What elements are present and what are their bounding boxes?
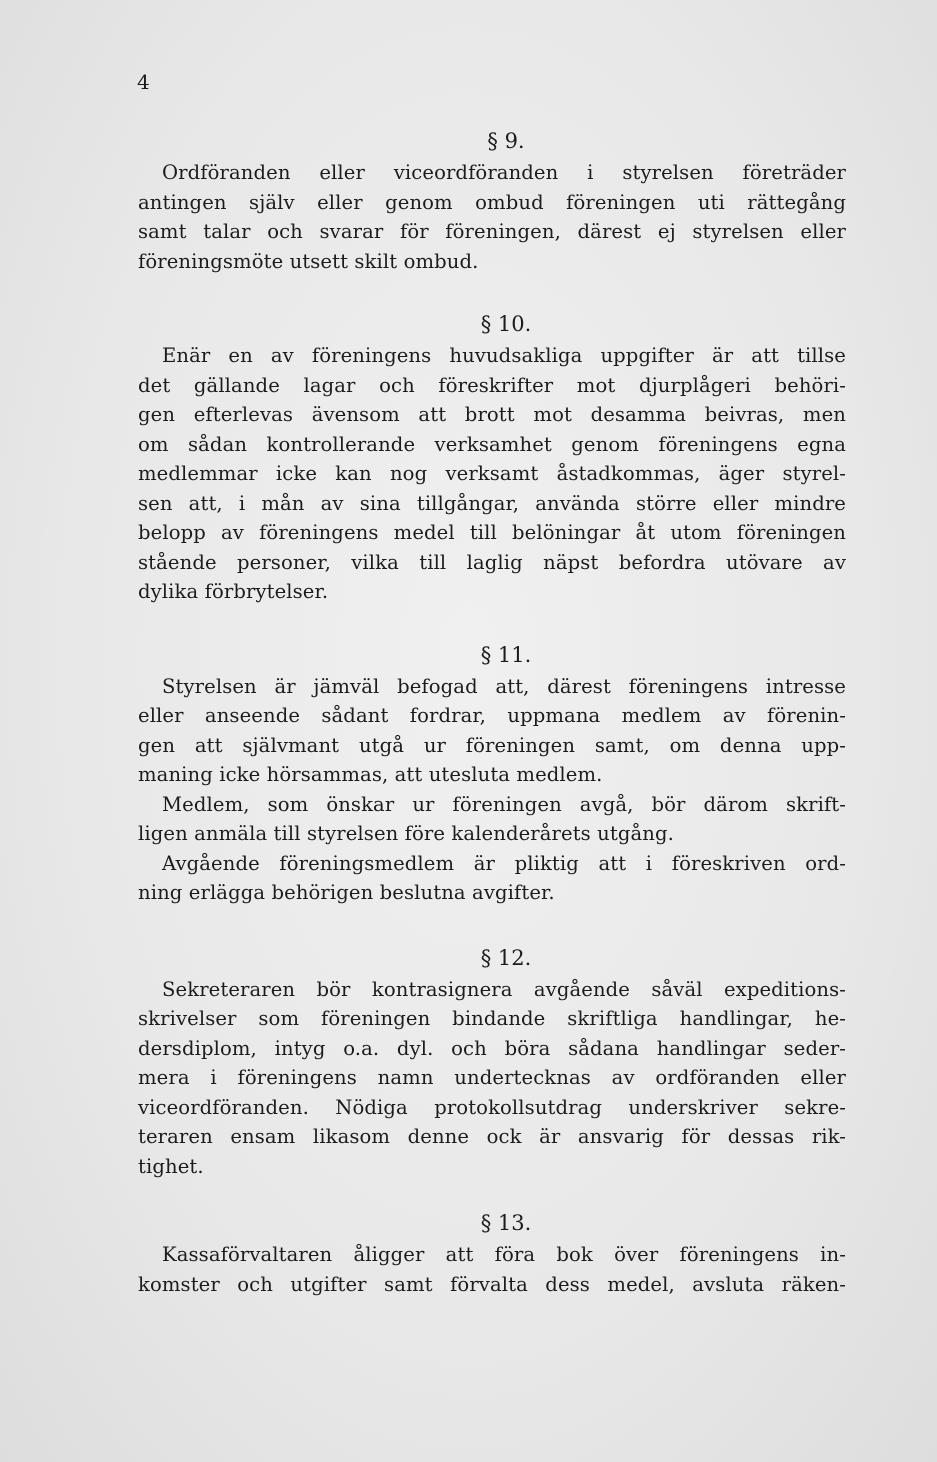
section-heading-11: § 11. <box>480 642 532 667</box>
text-line: belopp av föreningens medel till belöningar åt utom föreningen <box>138 521 846 544</box>
text-line: samt talar och svarar för föreningen, därest ej styrelsen eller <box>138 220 846 243</box>
text-line: teraren ensam likasom denne ock är ansvarig för dessas rik- <box>138 1125 846 1148</box>
section-13-paragraph <box>138 1240 846 1299</box>
text-line: antingen själv eller genom ombud föreningen uti rättegång <box>138 190 846 214</box>
section-heading-9: § 9. <box>487 129 525 153</box>
section-9-paragraph <box>138 158 846 276</box>
text-line: Kassaförvaltaren åligger att föra bok över föreningens in- <box>162 1243 846 1266</box>
section-11-paragraph-1 <box>138 672 846 790</box>
text-line: om sådan kontrollerande verksamhet genom föreningens egna <box>138 432 846 456</box>
text-line: gen att självmant utgå ur föreningen samt, om denna upp- <box>138 733 846 757</box>
text-column <box>138 127 846 1299</box>
text-line: sen att, i mån av sina tillgångar, använda större eller mindre <box>138 491 846 515</box>
page-number: 4 <box>137 70 150 94</box>
text-line: dersdiplom, intyg o.a. dyl. och böra sådana handlingar seder- <box>138 1036 846 1060</box>
text-line: eller anseende sådant fordrar, uppmana medlem av förenin- <box>138 704 846 727</box>
text-line: Enär en av föreningens huvudsakliga uppgifter är att tillse <box>162 344 846 367</box>
section-11-paragraph-3 <box>138 849 846 908</box>
text-line: skrivelser som föreningen bindande skriftliga handlingar, he- <box>138 1007 846 1030</box>
text-line: föreningsmöte utsett skilt ombud. <box>138 249 479 273</box>
section-heading-10: § 10. <box>480 312 532 336</box>
text-line: dylika förbrytelser. <box>138 580 329 603</box>
text-line: Ordföranden eller viceordföranden i styrelsen företräder <box>162 161 846 184</box>
text-line: ligen anmäla till styrelsen före kalenderårets utgång. <box>138 822 674 845</box>
text-line: gen efterlevas ävensom att brott mot desamma beivras, men <box>138 403 846 426</box>
section-heading-12: § 12. <box>480 945 532 970</box>
text-line: medlemmar icke kan nog verksamt åstadkommas, äger styrel- <box>138 462 846 485</box>
text-line: ning erlägga behörigen beslutna avgifter. <box>138 881 555 904</box>
text-line: Medlem, som önskar ur föreningen avgå, bör därom skrift- <box>162 792 846 816</box>
section-12-paragraph <box>138 975 846 1182</box>
text-line: stående personer, vilka till laglig näpst befordra utövare av <box>138 550 846 574</box>
text-line: viceordföranden. Nödiga protokollsutdrag underskriver sekre- <box>138 1095 846 1119</box>
text-line: Sekreteraren bör kontrasignera avgående såväl expeditions- <box>162 977 846 1001</box>
text-line: maning icke hörsammas, att utesluta medlem. <box>138 763 603 786</box>
text-line: tighet. <box>138 1154 204 1178</box>
text-line: komster och utgifter samt förvalta dess medel, avsluta räken- <box>138 1272 846 1296</box>
text-line: det gällande lagar och föreskrifter mot djurplågeri behöri- <box>138 373 846 397</box>
text-line: Styrelsen är jämväl befogad att, därest föreningens intresse <box>162 674 846 698</box>
text-line: Avgående föreningsmedlem är pliktig att i föreskriven ord- <box>162 851 846 875</box>
section-heading-13: § 13. <box>480 1211 532 1235</box>
section-11-paragraph-2 <box>138 790 846 849</box>
section-10-paragraph <box>138 341 846 607</box>
text-line: mera i föreningens namn undertecknas av ordföranden eller <box>138 1066 846 1089</box>
